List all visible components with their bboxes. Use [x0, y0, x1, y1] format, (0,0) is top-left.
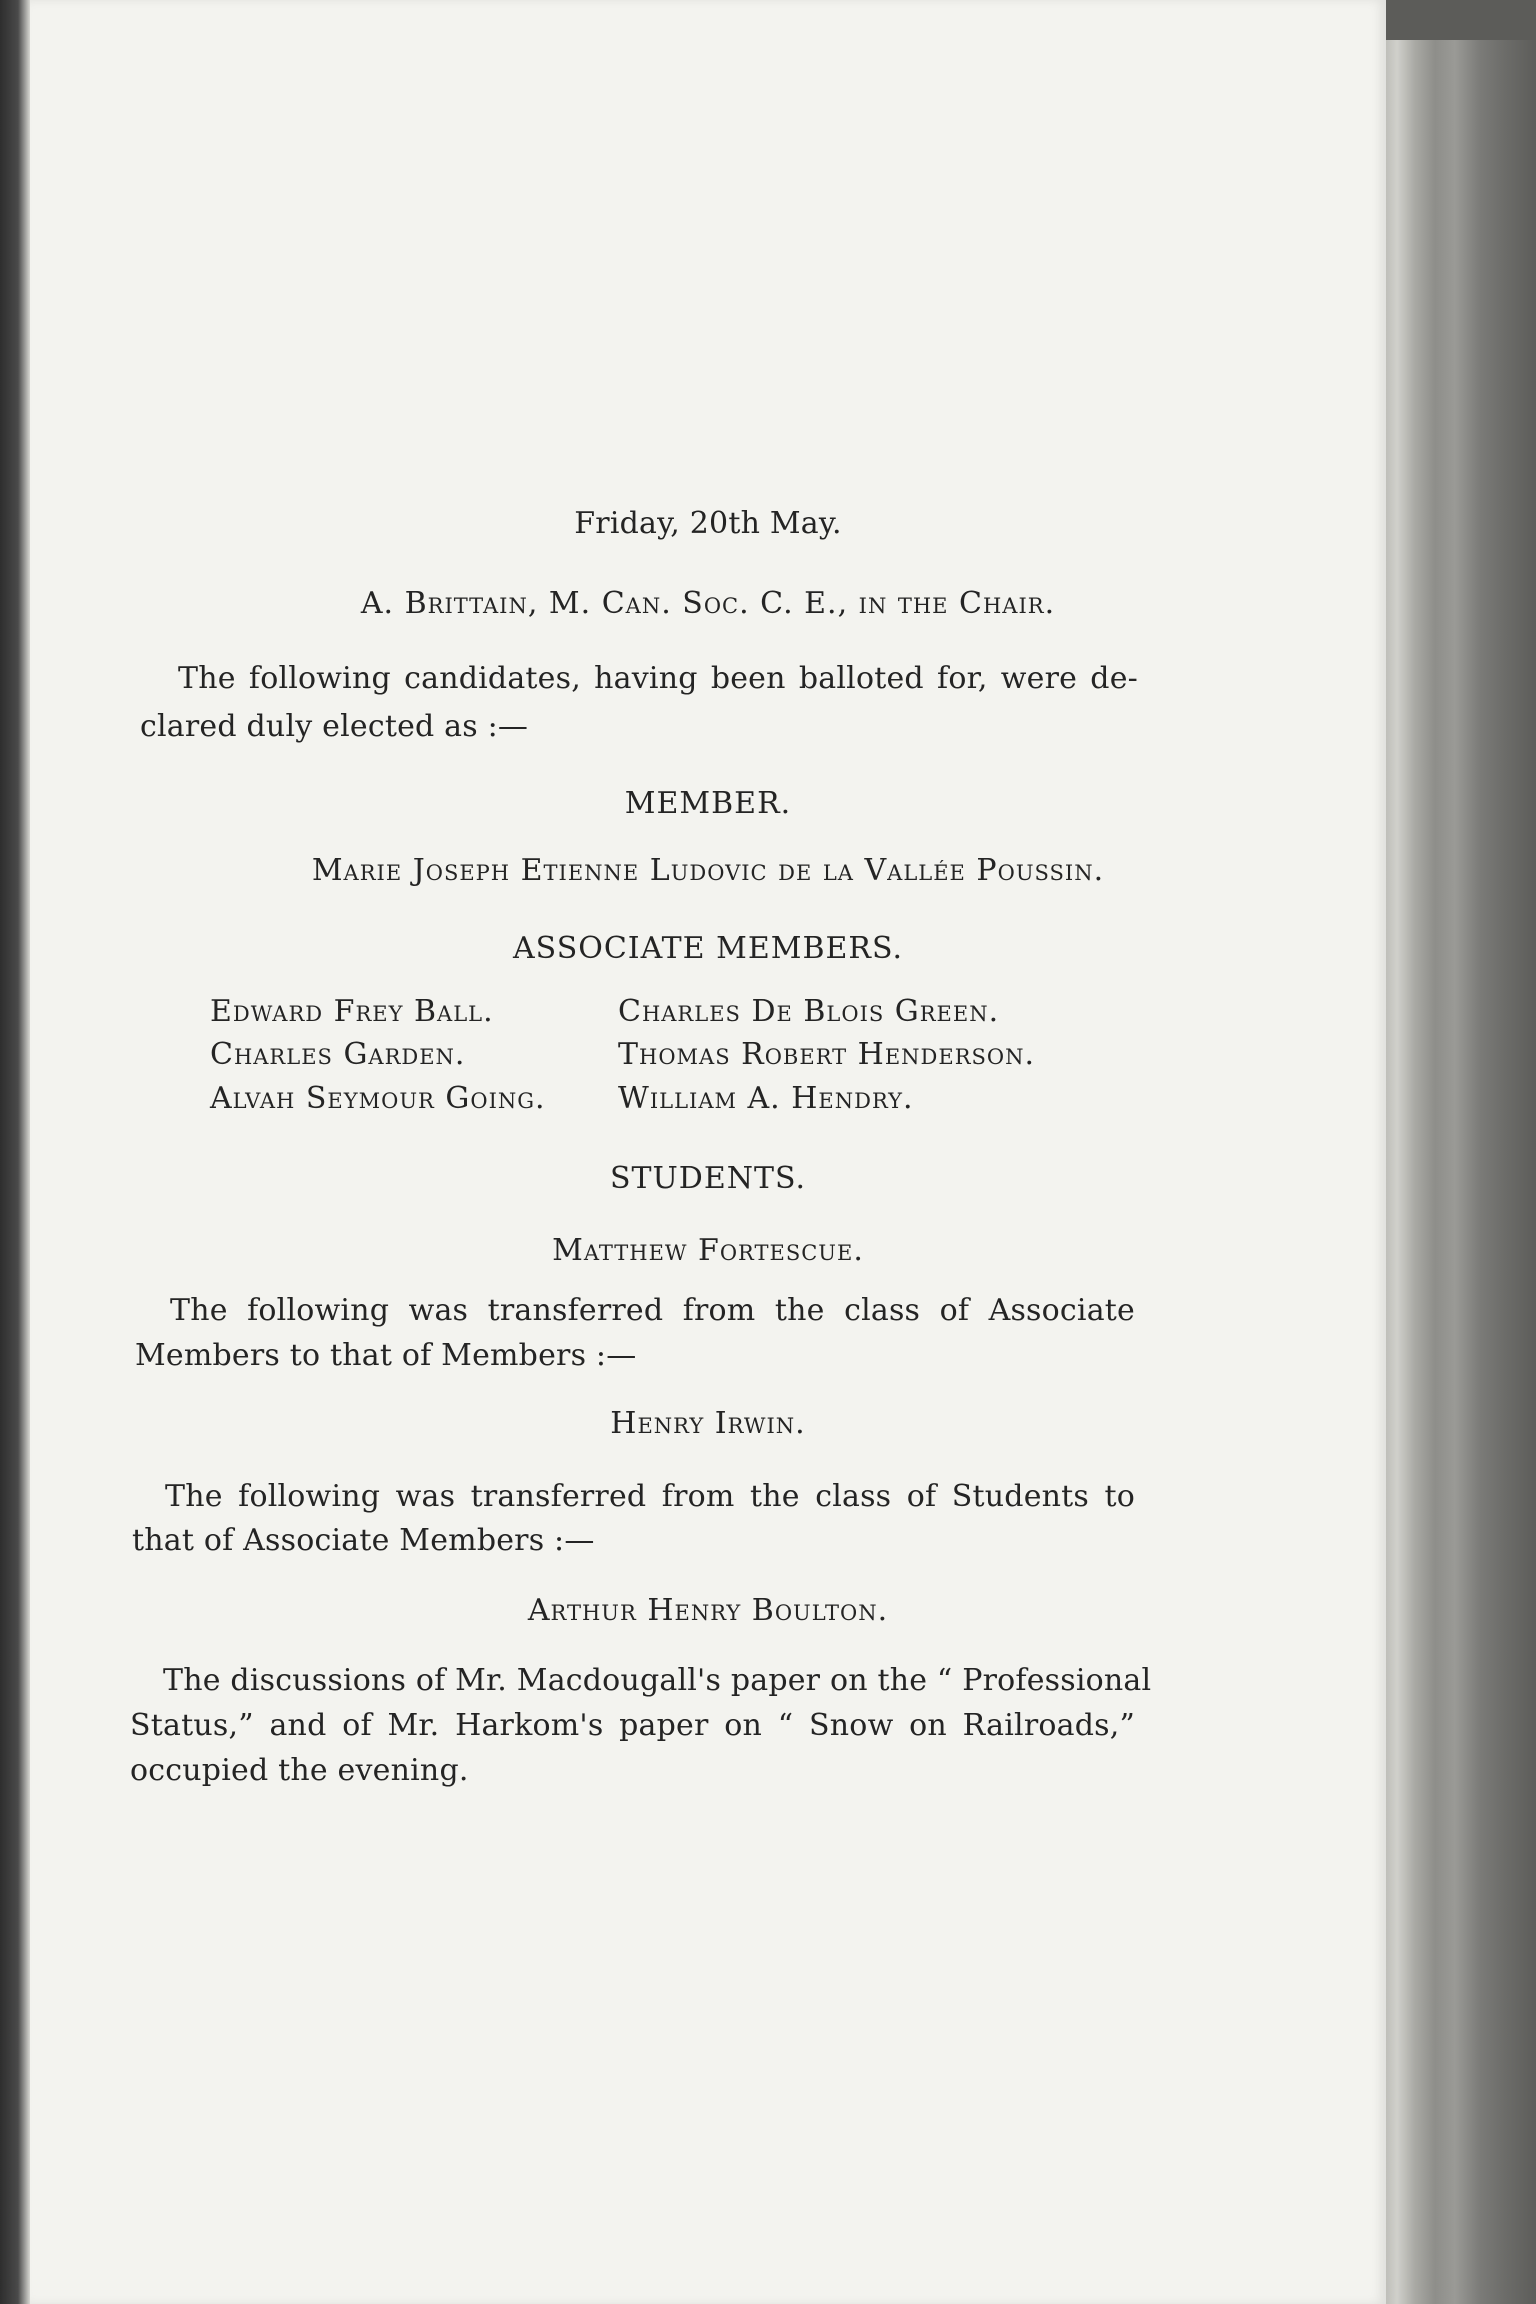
- transfer-paragraph-1-line-1: The following was transferred from the class of Associate: [170, 1293, 1135, 1328]
- associate-member-name: Charles Garden.: [210, 1037, 466, 1072]
- closing-paragraph-line-1: The discussions of Mr. Macdougall's paper on the “ Professional: [163, 1663, 1152, 1698]
- student-name: Matthew Fortescue.: [552, 1233, 864, 1268]
- transferred-member-name: Henry Irwin.: [610, 1406, 806, 1441]
- transfer-paragraph-1-line-2: Members to that of Members :—: [135, 1338, 637, 1373]
- scan-edge-left: [0, 0, 30, 2304]
- date-heading: Friday, 20th May.: [574, 506, 842, 541]
- member-name: Marie Joseph Etienne Ludovic de la Vallée Poussin.: [311, 853, 1105, 888]
- associate-member-name: William A. Hendry.: [618, 1081, 914, 1116]
- closing-paragraph-line-3: occupied the evening.: [130, 1753, 469, 1788]
- transfer-paragraph-2-line-2: that of Associate Members :—: [132, 1523, 595, 1558]
- member-heading: MEMBER.: [624, 786, 792, 821]
- associate-member-name: Thomas Robert Henderson.: [618, 1037, 1036, 1072]
- associate-members-heading: ASSOCIATE MEMBERS.: [513, 931, 903, 966]
- book-edge-top: [1385, 0, 1536, 40]
- transferred-student-name: Arthur Henry Boulton.: [527, 1593, 889, 1628]
- associate-member-name: Edward Frey Ball.: [210, 994, 494, 1029]
- associate-member-name: Charles De Blois Green.: [618, 994, 1000, 1029]
- chair-line: A. Brittain, M. Can. Soc. C. E., in the Chair.: [360, 586, 1056, 621]
- students-heading: STUDENTS.: [609, 1161, 807, 1196]
- transfer-paragraph-2-line-1: The following was transferred from the class of Students to: [165, 1479, 1135, 1514]
- book-page-stack: [1385, 40, 1536, 2304]
- intro-paragraph-line-2: clared duly elected as :—: [140, 709, 529, 744]
- document-page: [30, 0, 1386, 2304]
- closing-paragraph-line-2: Status,” and of Mr. Harkom's paper on “ Snow on Railroads,”: [130, 1708, 1135, 1743]
- associate-member-name: Alvah Seymour Going.: [210, 1081, 546, 1116]
- intro-paragraph-line-1: The following candidates, having been balloted for, were de-: [178, 661, 1138, 696]
